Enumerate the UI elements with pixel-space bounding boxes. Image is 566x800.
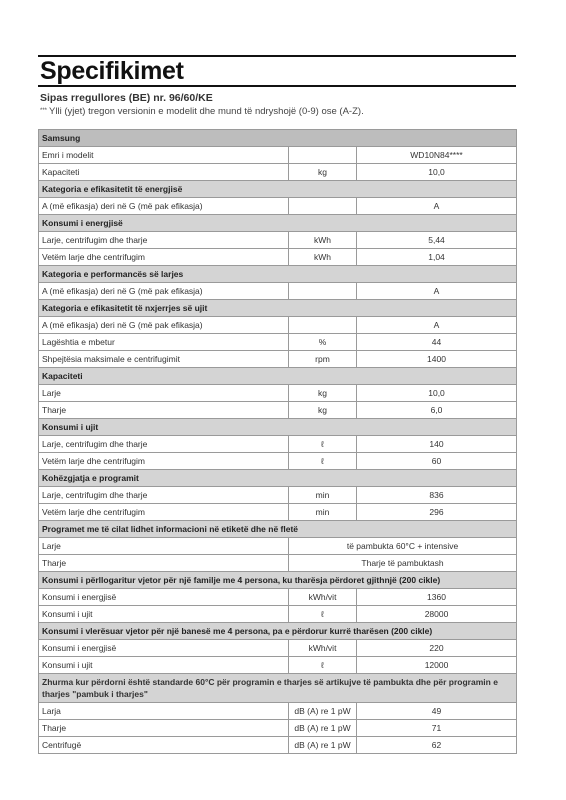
section-header — [39, 674, 517, 703]
section-header-text: Programet me të cilat lidhet informacioni në etiketë dhe në fletë — [39, 521, 517, 538]
row-value: 6,0 — [357, 402, 517, 419]
table-row — [39, 198, 517, 215]
section-header — [39, 521, 517, 538]
section-header-text: Konsumi i ujit — [39, 419, 517, 436]
brand-cell: Samsung — [39, 130, 517, 147]
row-unit: ℓ — [289, 657, 357, 674]
row-label: Larja — [39, 703, 289, 720]
row-label: Shpejtësia maksimale e centrifugimit — [39, 351, 289, 368]
row-value: 836 — [357, 487, 517, 504]
table-row — [39, 385, 517, 402]
section-header — [39, 572, 517, 589]
row-unit: kg — [289, 385, 357, 402]
table-row — [39, 249, 517, 266]
section-header — [39, 181, 517, 198]
row-value: 60 — [357, 453, 517, 470]
section-header — [39, 368, 517, 385]
row-value: A — [357, 198, 517, 215]
row-unit: kWh — [289, 232, 357, 249]
table-row — [39, 164, 517, 181]
table-row — [39, 555, 517, 572]
title-bar — [38, 55, 516, 87]
row-value: 5,44 — [357, 232, 517, 249]
row-value: 10,0 — [357, 164, 517, 181]
row-label: Konsumi i energjisë — [39, 640, 289, 657]
table-row — [39, 606, 517, 623]
spec-table-body — [39, 130, 517, 754]
row-label: Tharje — [39, 720, 289, 737]
row-value: A — [357, 317, 517, 334]
table-row — [39, 538, 517, 555]
section-header-text: Konsumi i përllogaritur vjetor për një familje me 4 persona, ku tharësja përdoret gjithnjë (200 cikle) — [39, 572, 517, 589]
row-value: WD10N84**** — [357, 147, 517, 164]
row-unit — [289, 147, 357, 164]
section-header-text: Konsumi i vlerësuar vjetor për një banesë me 4 persona, pa e përdorur kurrë tharësen (200 cikle) — [39, 623, 517, 640]
section-header-text: Kapaciteti — [39, 368, 517, 385]
row-value: 140 — [357, 436, 517, 453]
section-header-text: Konsumi i energjisë — [39, 215, 517, 232]
section-header — [39, 419, 517, 436]
table-row — [39, 640, 517, 657]
row-unit: % — [289, 334, 357, 351]
row-unit: ℓ — [289, 436, 357, 453]
row-unit: ℓ — [289, 453, 357, 470]
section-header — [39, 215, 517, 232]
table-row — [39, 487, 517, 504]
table-row — [39, 147, 517, 164]
row-label: Vetëm larje dhe centrifugim — [39, 504, 289, 521]
row-value: Tharje të pambuktash — [289, 555, 517, 572]
row-value: 1,04 — [357, 249, 517, 266]
note-text: Ylli (yjet) tregon versionin e modelit dhe mund të ndryshojë (0-9) ose (A-Z). — [49, 106, 364, 117]
row-value: 10,0 — [357, 385, 517, 402]
row-value: 12000 — [357, 657, 517, 674]
row-unit — [289, 317, 357, 334]
row-unit: min — [289, 487, 357, 504]
section-header — [39, 623, 517, 640]
table-row — [39, 317, 517, 334]
row-unit: dB (A) re 1 pW — [289, 737, 357, 754]
row-unit: kWh/vit — [289, 640, 357, 657]
row-label: Lagështia e mbetur — [39, 334, 289, 351]
row-unit: dB (A) re 1 pW — [289, 703, 357, 720]
row-value: 220 — [357, 640, 517, 657]
row-value: 44 — [357, 334, 517, 351]
row-label: Vetëm larje dhe centrifugim — [39, 453, 289, 470]
section-header-text: Kohëzgjatja e programit — [39, 470, 517, 487]
section-header — [39, 266, 517, 283]
brand-row — [39, 130, 517, 147]
row-value: 296 — [357, 504, 517, 521]
row-unit: kWh/vit — [289, 589, 357, 606]
row-label: Larje, centrifugim dhe tharje — [39, 232, 289, 249]
row-label: Larje — [39, 385, 289, 402]
row-label: Larje, centrifugim dhe tharje — [39, 487, 289, 504]
row-unit: kWh — [289, 249, 357, 266]
page-title: Specifikimet — [40, 56, 184, 85]
section-header-text: Kategoria e performancës së larjes — [39, 266, 517, 283]
row-label: Konsumi i energjisë — [39, 589, 289, 606]
row-value: 71 — [357, 720, 517, 737]
row-label: Konsumi i ujit — [39, 606, 289, 623]
spec-table — [38, 129, 517, 754]
row-value: 1360 — [357, 589, 517, 606]
row-value: 49 — [357, 703, 517, 720]
table-row — [39, 720, 517, 737]
row-label: Konsumi i ujit — [39, 657, 289, 674]
row-unit: ℓ — [289, 606, 357, 623]
row-unit — [289, 283, 357, 300]
regulation-note — [40, 105, 514, 118]
row-unit: min — [289, 504, 357, 521]
table-row — [39, 453, 517, 470]
row-value: 62 — [357, 737, 517, 754]
table-row — [39, 436, 517, 453]
table-row — [39, 657, 517, 674]
table-row — [39, 504, 517, 521]
table-row — [39, 402, 517, 419]
section-header-text: Kategoria e efikasitetit të energjisë — [39, 181, 517, 198]
row-label: A (më efikasja) deri në G (më pak efikasja) — [39, 283, 289, 300]
section-header — [39, 300, 517, 317]
section-header-text: Kategoria e efikasitetit të nxjerrjes së ujit — [39, 300, 517, 317]
row-value: të pambukta 60°C + intensive — [289, 538, 517, 555]
section-header — [39, 470, 517, 487]
row-label: A (më efikasja) deri në G (më pak efikasja) — [39, 317, 289, 334]
row-unit: kg — [289, 402, 357, 419]
row-label: A (më efikasja) deri në G (më pak efikasja) — [39, 198, 289, 215]
row-label: Kapaciteti — [39, 164, 289, 181]
table-row — [39, 334, 517, 351]
row-label: Centrifugë — [39, 737, 289, 754]
section-header-text: Zhurma kur përdorni është standarde 60°C për programin e tharjes së artikujve të pambukta dhe për programin e tharjes "pambuk i tharjes" — [39, 674, 517, 703]
row-label: Tharje — [39, 402, 289, 419]
regulation-block — [38, 87, 516, 127]
row-label: Larje — [39, 538, 289, 555]
row-unit: rpm — [289, 351, 357, 368]
row-unit: dB (A) re 1 pW — [289, 720, 357, 737]
row-label: Vetëm larje dhe centrifugim — [39, 249, 289, 266]
table-row — [39, 737, 517, 754]
row-label: Emri i modelit — [39, 147, 289, 164]
row-label: Larje, centrifugim dhe tharje — [39, 436, 289, 453]
row-label: Tharje — [39, 555, 289, 572]
table-row — [39, 589, 517, 606]
row-unit — [289, 198, 357, 215]
regulation-title: Sipas rregullores (BE) nr. 96/60/KE — [40, 92, 213, 104]
spec-page — [38, 55, 516, 754]
row-value: 28000 — [357, 606, 517, 623]
row-unit: kg — [289, 164, 357, 181]
note-asterisks: *** — [40, 108, 48, 114]
row-value: A — [357, 283, 517, 300]
row-value: 1400 — [357, 351, 517, 368]
table-row — [39, 703, 517, 720]
table-row — [39, 283, 517, 300]
table-row — [39, 351, 517, 368]
table-row — [39, 232, 517, 249]
